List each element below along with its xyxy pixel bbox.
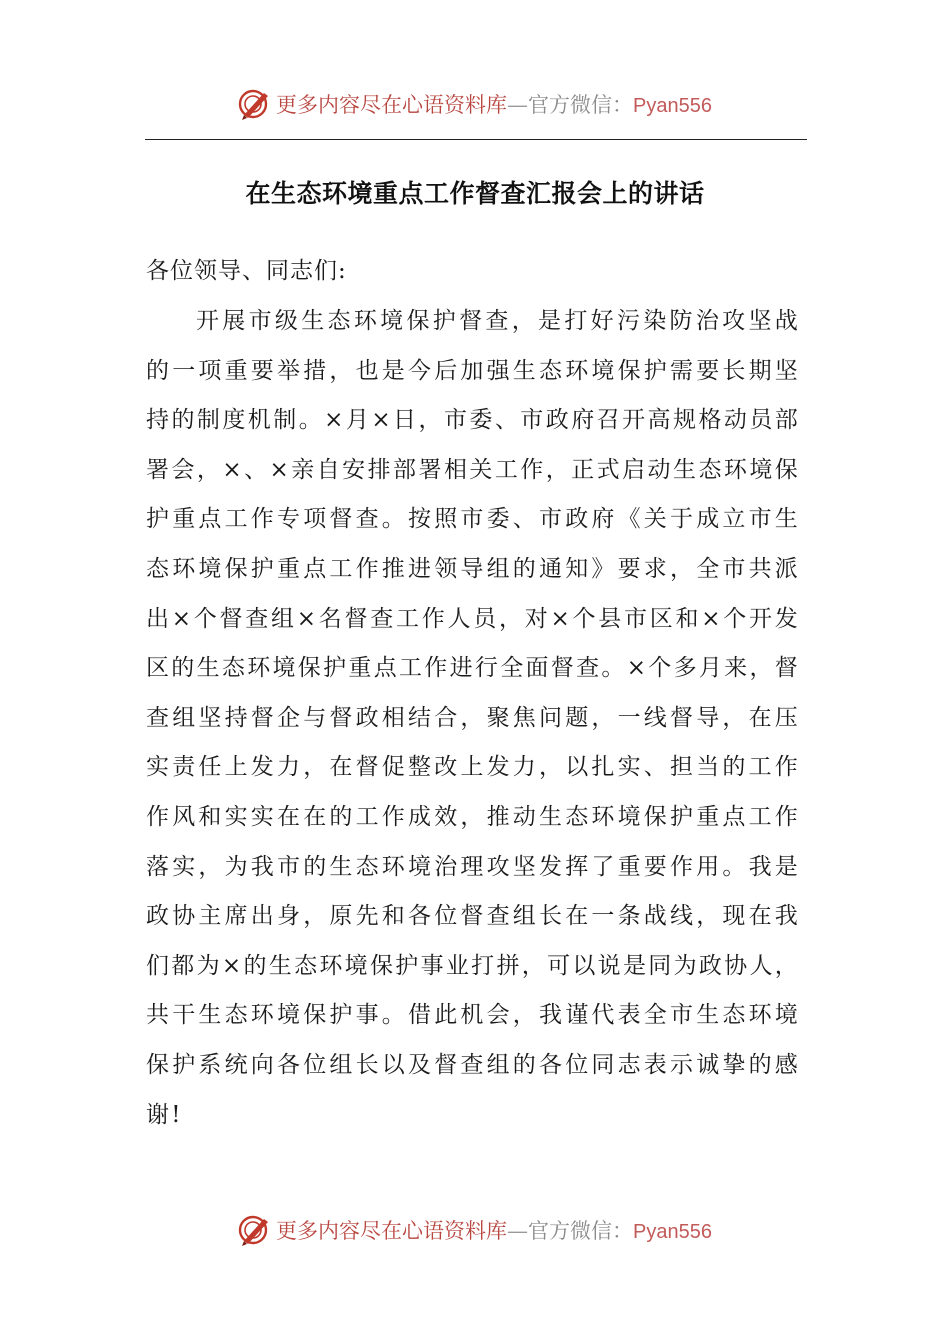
pen-logo-icon [238,1213,272,1247]
banner-official-label: 官方微信： [528,93,634,117]
footer-banner [0,1208,950,1252]
banner-brand-text: 更多内容尽在心语资料库 [276,93,508,117]
banner-separator: — [507,1219,529,1243]
banner-separator: — [507,93,529,117]
salutation: 各位领导、同志们: [146,258,347,284]
document-title: 在生态环境重点工作督查汇报会上的讲话 [245,179,705,208]
banner-brand-text: 更多内容尽在心语资料库 [276,1219,508,1243]
header-divider [145,139,807,140]
header-banner [0,82,950,126]
body-paragraph: 开展市级生态环境保护督查，是打好污染防治攻坚战的一项重要举措，也是今后加强生态环境保护需要长期坚持的制度机制。×月×日，市委、市政府召开高规格动员部署会，×、×亲自安排部署相关工作，正式启动生态环境保护重点工作专项督查。按照市委、市政府《关于成立市生态环境保护重点工作推进领导组的通知》要求，全市共派出×个督查组×名督查工作人员，对×个县市区和×个开发区的生态环境保护重点工作进行全面督查。×个多月来，督查组坚持督企与督政相结合，聚焦问题，一线督导，在压实责任上发力，在督促整改上发力，以扎实、担当的工作作风和实实在在的工作成效，推动生态环境保护重点工作落实，为我市的生态环境治理攻坚发挥了重要作用。我是政协主席出身，原先和各位督查组长在一条战线，现在我们都为×的生态环境保护事业打拼，可以说是同为政协人，共干生态环境保护事。借此机会，我谨代表全市生态环境保护系统向各位组长以及督查组的各位同志表示诚挚的感谢! [146,308,800,1128]
banner-wechat-id: Pyan556 [633,95,712,117]
banner-wechat-id: Pyan556 [633,1221,712,1243]
banner-official-label: 官方微信： [528,1219,634,1243]
pen-logo-icon [238,87,272,121]
